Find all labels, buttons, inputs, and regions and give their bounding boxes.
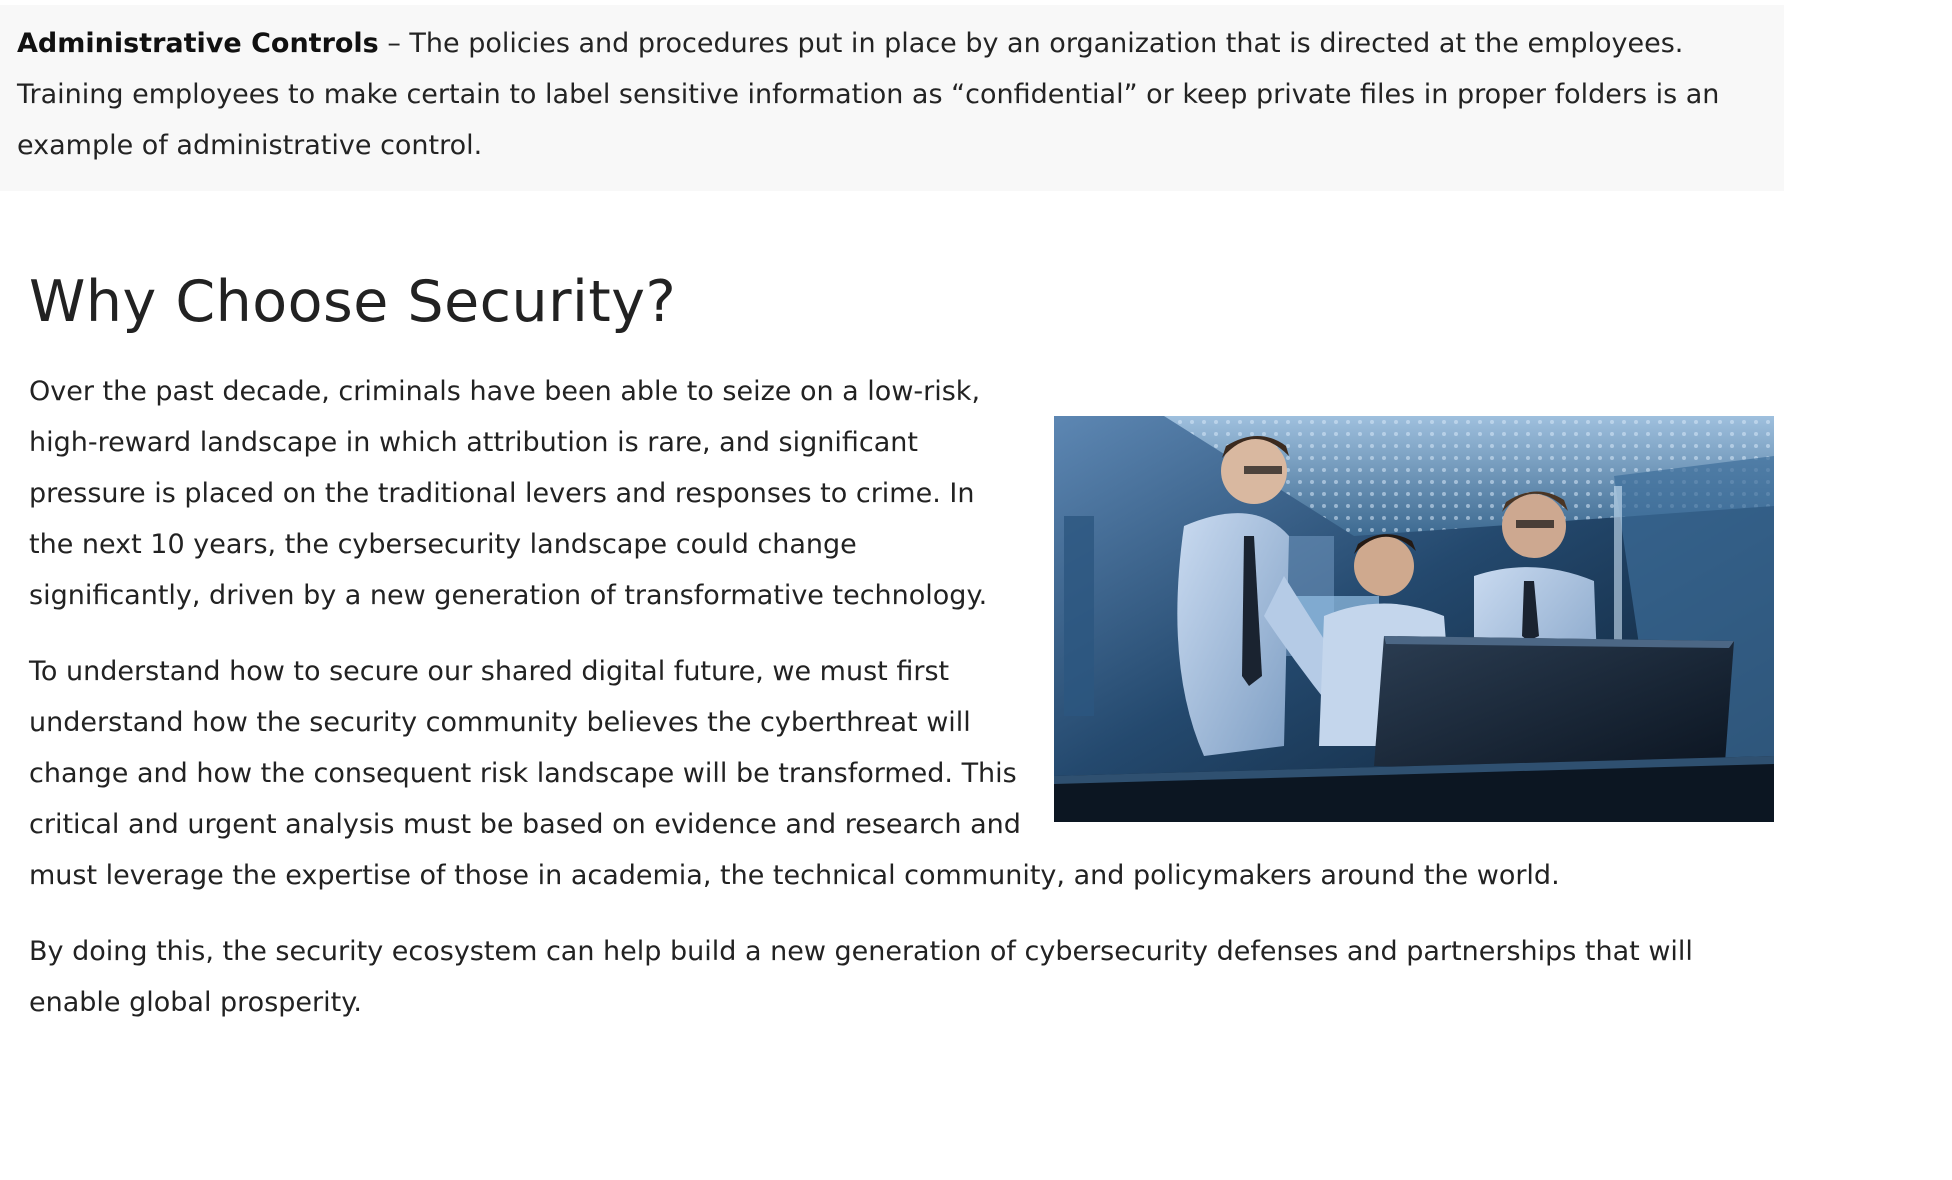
callout-definition: – The policies and procedures put in place by an organization that is directed at the employees. Training employees to make certain to label sensitive information as “confidential” or keep private files in proper folders is an example of administrative control. bbox=[17, 28, 1720, 161]
section-paragraph-1: Over the past decade, criminals have been able to seize on a low-risk, high-reward landscape in which attribution is rare, and significant pressure is placed on the traditional levers and responses to crime. In the next 10 years, the cybersecurity landscape could change significantly, driven by a new generation of transformative technology. bbox=[29, 376, 988, 611]
security-team-illustration bbox=[1054, 416, 1774, 822]
security-team-photo bbox=[1054, 416, 1774, 822]
section-paragraph-2: To understand how to secure our shared digital future, we must first understand how the security community believes the cyberthreat will change and how the consequent risk landscape will be transformed. This critical and urgent analysis must be based on evidence and research and must leverage the expertise of those in academia, the technical community, and policymakers around the world. bbox=[29, 656, 1560, 891]
section-paragraph-3: By doing this, the security ecosystem can help build a new generation of cybersecurity defenses and partnerships that will enable global prosperity. bbox=[29, 936, 1693, 1018]
callout-text bbox=[17, 18, 1766, 171]
section-heading: Why Choose Security? bbox=[29, 269, 677, 335]
callout-term: Administrative Controls bbox=[17, 28, 379, 59]
section-content bbox=[29, 366, 1774, 1053]
definition-callout bbox=[0, 5, 1784, 191]
